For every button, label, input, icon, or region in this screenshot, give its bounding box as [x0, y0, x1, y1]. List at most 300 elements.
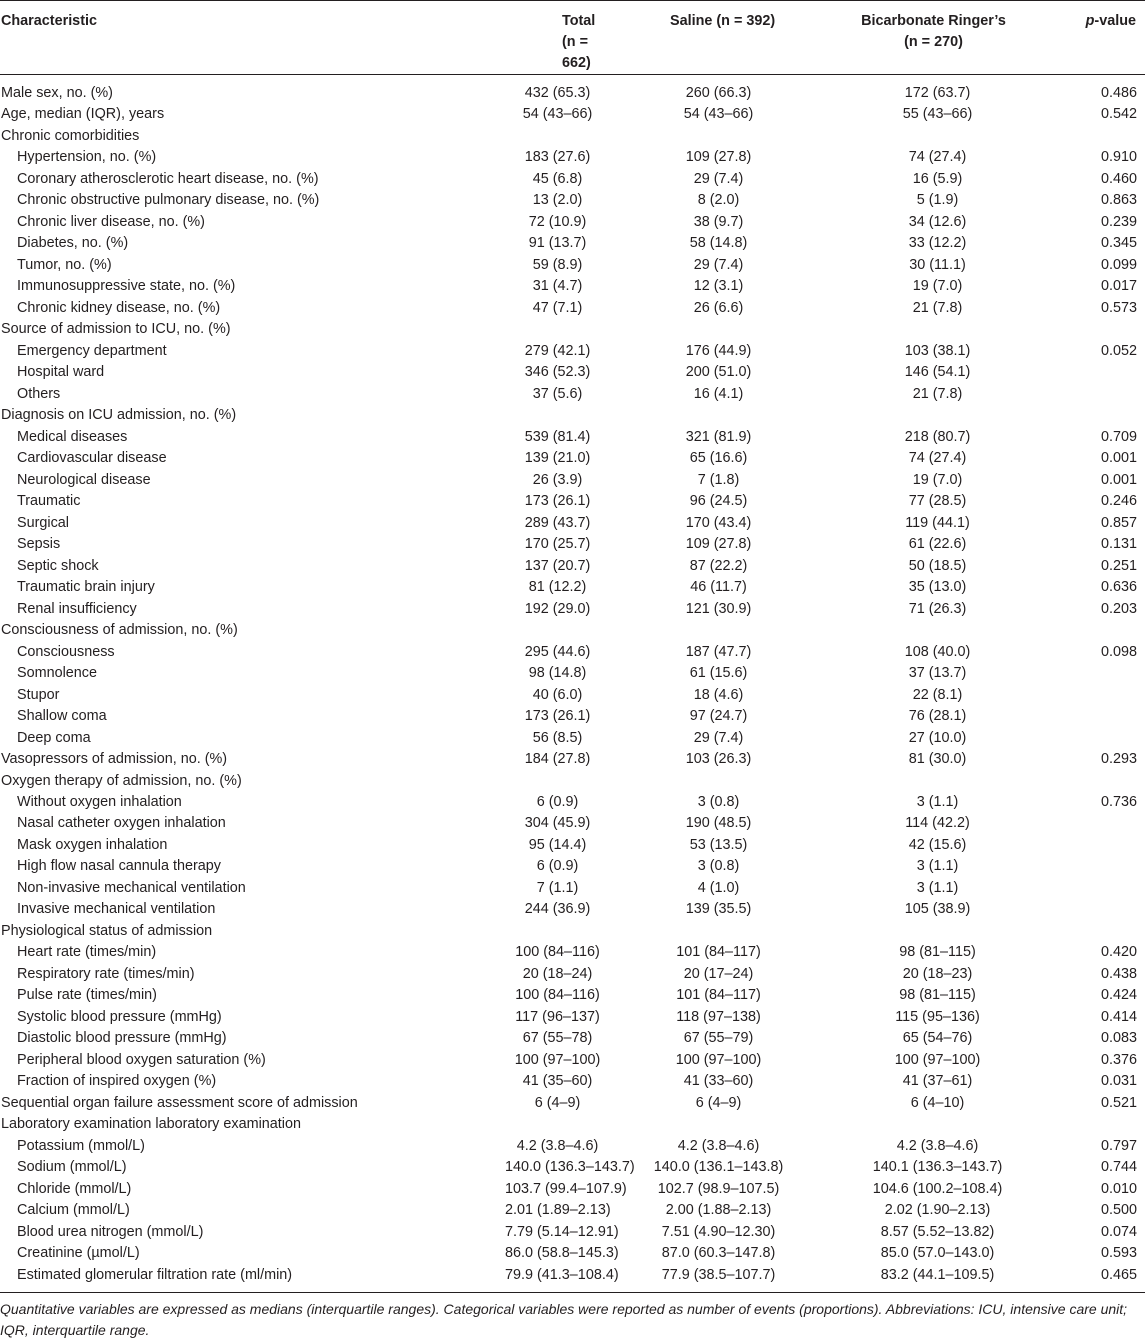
cell-saline: 140.0 (136.1–143.8): [653, 1159, 784, 1176]
header-bicarbonate: [805, 1, 1050, 75]
cell-pvalue: 0.420: [1100, 944, 1137, 961]
table-row: [0, 813, 1145, 834]
cell-saline: 61 (15.6): [689, 665, 748, 682]
row-label: Neurological disease: [17, 471, 151, 488]
row-label: Tumor, no. (%): [17, 256, 112, 273]
cell-total: 6 (0.9): [536, 793, 579, 810]
cell-saline: 190 (48.5): [685, 815, 752, 832]
row-label: Hospital ward: [17, 364, 105, 381]
cell-bicarbonate: 20 (18–23): [902, 965, 973, 982]
cell-bicarbonate: 21 (7.8): [912, 299, 963, 316]
table-row: [0, 1071, 1145, 1092]
cell-pvalue: 0.709: [1100, 428, 1137, 445]
cell-total: 7.79 (5.14–12.91): [505, 1223, 619, 1240]
table-row: [0, 1179, 1145, 1200]
cell-bicarbonate: 50 (18.5): [908, 557, 967, 574]
cell-total: 6 (0.9): [536, 858, 579, 875]
cell-saline: 260 (66.3): [685, 85, 752, 101]
row-label: Stupor: [17, 686, 60, 703]
table-row: [0, 685, 1145, 706]
cell-pvalue: 0.542: [1100, 106, 1137, 123]
cell-total: 170 (25.7): [524, 536, 591, 553]
header-bicarbonate-line2: (n = 270): [904, 34, 963, 50]
cell-saline: 187 (47.7): [685, 643, 752, 660]
table-row: [0, 534, 1145, 555]
cell-bicarbonate: 41 (37–61): [902, 1073, 973, 1090]
row-label: Medical diseases: [17, 428, 128, 445]
cell-total: 173 (26.1): [524, 493, 591, 510]
table-row: [0, 792, 1145, 813]
table-row: [0, 470, 1145, 491]
cell-total: 41 (35–60): [522, 1073, 593, 1090]
row-label: Source of admission to ICU, no. (%): [1, 321, 231, 338]
cell-bicarbonate: 61 (22.6): [908, 536, 967, 553]
cell-pvalue: 0.131: [1100, 536, 1137, 553]
table-row: [0, 212, 1145, 233]
cell-saline: 38 (9.7): [693, 213, 744, 230]
cell-bicarbonate: 6 (4–10): [910, 1094, 965, 1111]
row-label: Renal insufficiency: [17, 600, 137, 617]
cell-pvalue: 0.573: [1100, 299, 1137, 316]
cell-bicarbonate: 100 (97–100): [894, 1051, 981, 1068]
cell-saline: 100 (97–100): [675, 1051, 762, 1068]
row-label: Age, median (IQR), years: [1, 106, 165, 123]
row-label: Chloride (mmol/L): [17, 1180, 132, 1197]
cell-bicarbonate: 30 (11.1): [909, 256, 966, 273]
cell-total: [400, 771, 610, 792]
cell-total: 192 (29.0): [524, 600, 591, 617]
cell-total: 139 (21.0): [524, 450, 591, 467]
row-label: Systolic blood pressure (mmHg): [17, 1008, 222, 1025]
table-row: [0, 405, 1145, 426]
cell-pvalue: 0.521: [1100, 1094, 1137, 1111]
cell-pvalue: 0.414: [1100, 1008, 1137, 1025]
cell-total: [400, 620, 610, 641]
header-saline: Saline (n = 392): [670, 13, 776, 29]
table-row: [0, 190, 1145, 211]
cell-bicarbonate: 42 (15.6): [908, 836, 967, 853]
cell-pvalue: 0.098: [1100, 643, 1137, 660]
row-label: Sepsis: [17, 536, 61, 553]
cell-saline: 29 (7.4): [693, 256, 744, 273]
cell-bicarbonate: 98 (81–115): [899, 944, 976, 961]
row-label: Chronic comorbidities: [1, 127, 140, 144]
row-label: Consciousness of admission, no. (%): [1, 622, 238, 639]
cell-saline: [610, 126, 805, 147]
table-row: [0, 1157, 1145, 1178]
cell-saline: 46 (11.7): [690, 579, 747, 596]
table-row: [0, 749, 1145, 770]
table-row: [0, 728, 1145, 749]
cell-total: 98 (14.8): [528, 665, 587, 682]
cell-saline: 109 (27.8): [685, 149, 752, 166]
row-label: Shallow coma: [17, 708, 107, 725]
cell-saline: 102.7 (98.9–107.5): [657, 1180, 780, 1197]
cell-bicarbonate: 115 (95–136): [895, 1008, 980, 1025]
cell-bicarbonate: [805, 771, 1050, 792]
cell-saline: [610, 771, 805, 792]
cell-bicarbonate: 104.6 (100.2–108.4): [872, 1180, 1003, 1197]
header-pvalue: [1050, 1, 1145, 75]
cell-bicarbonate: 22 (8.1): [912, 686, 963, 703]
cell-pvalue: [1050, 921, 1145, 942]
row-label: Deep coma: [17, 729, 91, 746]
table-row: [0, 1114, 1145, 1135]
cell-bicarbonate: 76 (28.1): [908, 708, 967, 725]
cell-bicarbonate: 21 (7.8): [912, 385, 963, 402]
cell-pvalue: [1050, 835, 1145, 856]
row-label: Potassium (mmol/L): [17, 1137, 145, 1154]
cell-pvalue: [1050, 620, 1145, 641]
table-row: [0, 1007, 1145, 1028]
row-label: Somnolence: [17, 665, 97, 682]
cell-saline: 18 (4.6): [693, 686, 744, 703]
table-row: [0, 1265, 1145, 1292]
table-row: [0, 921, 1145, 942]
cell-pvalue: [1050, 728, 1145, 749]
row-label: Septic shock: [17, 557, 99, 574]
cell-bicarbonate: 172 (63.7): [904, 85, 971, 101]
table-footnote: Quantitative variables are expressed as medians (interquartile ranges). Categorical variables were reported as number of events (proportions). Abbreviations: ICU, intensive care unit; IQR, interquartile range.: [0, 1301, 1128, 1339]
cell-saline: 103 (26.3): [685, 751, 752, 768]
table-row: [0, 1136, 1145, 1157]
cell-pvalue: 0.251: [1100, 557, 1137, 574]
cell-total: 184 (27.8): [524, 751, 591, 768]
table-row: [0, 513, 1145, 534]
cell-pvalue: 0.593: [1100, 1245, 1137, 1262]
cell-pvalue: 0.797: [1100, 1137, 1137, 1154]
row-label: Heart rate (times/min): [17, 944, 157, 961]
table-row: [0, 642, 1145, 663]
header-bicarbonate-line1: Bicarbonate Ringer’s: [861, 13, 1006, 29]
row-label: Sequential organ failure assessment score of admission: [1, 1094, 358, 1111]
cell-bicarbonate: 114 (42.2): [905, 815, 970, 832]
cell-bicarbonate: 108 (40.0): [904, 643, 971, 660]
row-label: Male sex, no. (%): [1, 85, 113, 101]
cell-bicarbonate: [805, 921, 1050, 942]
cell-bicarbonate: 2.02 (1.90–2.13): [884, 1202, 991, 1219]
row-label: Nasal catheter oxygen inhalation: [17, 815, 226, 832]
table-row: [0, 255, 1145, 276]
cell-bicarbonate: 3 (1.1): [916, 793, 959, 810]
cell-pvalue: [1050, 126, 1145, 147]
cell-pvalue: 0.910: [1100, 149, 1137, 166]
cell-bicarbonate: 81 (30.0): [908, 751, 967, 768]
cell-bicarbonate: 5 (1.9): [916, 192, 959, 209]
cell-pvalue: 0.099: [1100, 256, 1137, 273]
cell-total: 279 (42.1): [524, 342, 591, 359]
row-label: Hypertension, no. (%): [17, 149, 157, 166]
table-header: [0, 1, 1145, 75]
cell-pvalue: 0.052: [1100, 342, 1137, 359]
cell-pvalue: 0.074: [1100, 1223, 1137, 1240]
cell-pvalue: [1050, 878, 1145, 899]
cell-bicarbonate: 74 (27.4): [908, 450, 967, 467]
cell-pvalue: 0.744: [1100, 1159, 1137, 1176]
cell-saline: 67 (55–79): [683, 1030, 754, 1047]
cell-saline: 4 (1.0): [697, 879, 740, 896]
table-row: [0, 1200, 1145, 1221]
cell-saline: 4.2 (3.8–4.6): [677, 1137, 760, 1154]
cell-saline: 7.51 (4.90–12.30): [661, 1223, 776, 1240]
table-row: [0, 427, 1145, 448]
cell-total: 56 (8.5): [532, 729, 583, 746]
cell-total: 13 (2.0): [532, 192, 583, 209]
cell-total: 100 (97–100): [514, 1051, 601, 1068]
cell-saline: [610, 405, 805, 426]
table-row: [0, 620, 1145, 641]
cell-pvalue: 0.424: [1100, 987, 1137, 1004]
cell-saline: 7 (1.8): [697, 471, 740, 488]
cell-pvalue: [1050, 706, 1145, 727]
cell-total: 67 (55–78): [522, 1030, 593, 1047]
cell-saline: 101 (84–117): [676, 944, 761, 961]
cell-saline: 3 (0.8): [697, 793, 740, 810]
cell-total: 7 (1.1): [536, 879, 579, 896]
table-row: [0, 771, 1145, 792]
table-row: [0, 577, 1145, 598]
table-row: [0, 663, 1145, 684]
cell-pvalue: 0.083: [1100, 1030, 1137, 1047]
cell-total: 539 (81.4): [524, 428, 591, 445]
cell-bicarbonate: 4.2 (3.8–4.6): [896, 1137, 979, 1154]
cell-total: 81 (12.2): [528, 579, 587, 596]
cell-total: 86.0 (58.8–145.3): [505, 1245, 619, 1262]
cell-bicarbonate: 19 (7.0): [912, 278, 963, 295]
table-row: [0, 1050, 1145, 1071]
cell-saline: 29 (7.4): [693, 170, 744, 187]
cell-total: 103.7 (99.4–107.9): [505, 1180, 627, 1197]
cell-total: 100 (84–116): [515, 987, 600, 1004]
row-label: Cardiovascular disease: [17, 450, 167, 467]
table-row: [0, 964, 1145, 985]
cell-saline: 87 (22.2): [689, 557, 748, 574]
cell-saline: 2.00 (1.88–2.13): [665, 1202, 772, 1219]
cell-bicarbonate: 146 (54.1): [904, 364, 971, 381]
table-row: [0, 835, 1145, 856]
row-label: Emergency department: [17, 342, 167, 359]
table-row: [0, 384, 1145, 405]
cell-pvalue: 0.857: [1100, 514, 1137, 531]
cell-saline: 97 (24.7): [689, 708, 748, 725]
table-row: [0, 448, 1145, 469]
cell-saline: 6 (4–9): [695, 1094, 742, 1111]
cell-bicarbonate: 35 (13.0): [908, 579, 967, 596]
cell-saline: 87.0 (60.3–147.8): [661, 1245, 776, 1262]
cell-total: 137 (20.7): [524, 557, 591, 574]
cell-saline: 12 (3.1): [693, 278, 744, 295]
cell-total: 6 (4–9): [534, 1094, 581, 1111]
cell-pvalue: [1050, 685, 1145, 706]
cell-saline: [610, 620, 805, 641]
row-label: Diabetes, no. (%): [17, 235, 129, 252]
row-label: Surgical: [17, 514, 69, 531]
cell-total: 59 (8.9): [532, 256, 583, 273]
cell-saline: 58 (14.8): [689, 235, 748, 252]
cell-total: 173 (26.1): [524, 708, 591, 725]
cell-bicarbonate: 3 (1.1): [916, 858, 959, 875]
table-row: [0, 362, 1145, 383]
cell-bicarbonate: 34 (12.6): [908, 213, 967, 230]
header-pvalue-italic: p: [1085, 13, 1095, 29]
cell-total: 47 (7.1): [532, 299, 583, 316]
row-label: Chronic kidney disease, no. (%): [17, 299, 221, 316]
cell-pvalue: 0.239: [1100, 213, 1137, 230]
cell-total: [400, 1114, 610, 1135]
row-label: Blood urea nitrogen (mmol/L): [17, 1223, 204, 1240]
cell-total: 26 (3.9): [532, 471, 583, 488]
cell-total: 4.2 (3.8–4.6): [516, 1137, 599, 1154]
table-row: [0, 599, 1145, 620]
cell-pvalue: 0.203: [1100, 600, 1137, 617]
cell-pvalue: [1050, 771, 1145, 792]
cell-pvalue: 0.376: [1100, 1051, 1137, 1068]
cell-bicarbonate: [805, 1114, 1050, 1135]
cell-pvalue: 0.863: [1100, 192, 1137, 209]
table-row: [0, 491, 1145, 512]
cell-pvalue: 0.500: [1100, 1202, 1137, 1219]
row-label: Vasopressors of admission, no. (%): [1, 751, 228, 768]
cell-saline: 321 (81.9): [685, 428, 752, 445]
cell-bicarbonate: 83.2 (44.1–109.5): [880, 1266, 995, 1283]
table-row: [0, 706, 1145, 727]
cell-pvalue: [1050, 899, 1145, 920]
cell-total: 79.9 (41.3–108.4): [505, 1266, 619, 1283]
cell-total: 45 (6.8): [532, 170, 583, 187]
cell-bicarbonate: 3 (1.1): [916, 879, 959, 896]
cell-bicarbonate: 119 (44.1): [905, 514, 970, 531]
row-label: Physiological status of admission: [1, 922, 213, 939]
cell-saline: [610, 921, 805, 942]
row-label: Without oxygen inhalation: [17, 793, 182, 810]
cell-bicarbonate: 77 (28.5): [908, 493, 967, 510]
table-row: [0, 1093, 1145, 1114]
row-label: Consciousness: [17, 643, 115, 660]
cell-total: 37 (5.6): [532, 385, 583, 402]
cell-bicarbonate: 218 (80.7): [904, 428, 971, 445]
cell-total: 95 (14.4): [528, 836, 587, 853]
row-label: Invasive mechanical ventilation: [17, 901, 216, 918]
row-label: Peripheral blood oxygen saturation (%): [17, 1051, 266, 1068]
cell-bicarbonate: 16 (5.9): [912, 170, 963, 187]
row-label: Pulse rate (times/min): [17, 987, 157, 1004]
header-row: [0, 1, 1145, 75]
row-label: Traumatic brain injury: [17, 579, 155, 596]
row-label: Oxygen therapy of admission, no. (%): [1, 772, 242, 789]
cell-bicarbonate: 71 (26.3): [908, 600, 967, 617]
cell-total: 432 (65.3): [524, 85, 591, 101]
row-label: Creatinine (µmol/L): [17, 1245, 140, 1262]
cell-total: 295 (44.6): [524, 643, 591, 660]
cell-pvalue: 0.736: [1100, 793, 1137, 810]
cell-total: 54 (43–66): [522, 106, 593, 123]
cell-bicarbonate: 37 (13.7): [908, 665, 967, 682]
cell-saline: 176 (44.9): [685, 342, 752, 359]
cell-bicarbonate: [805, 620, 1050, 641]
cell-pvalue: 0.246: [1100, 493, 1137, 510]
cell-saline: 200 (51.0): [685, 364, 752, 381]
cell-saline: 20 (17–24): [683, 965, 754, 982]
cell-pvalue: 0.486: [1100, 85, 1137, 101]
row-label: Mask oxygen inhalation: [17, 836, 168, 853]
cell-saline: 29 (7.4): [693, 729, 744, 746]
row-label: Diagnosis on ICU admission, no. (%): [1, 407, 237, 424]
table-row: [0, 104, 1145, 125]
row-label: Laboratory examination laboratory examination: [1, 1116, 301, 1133]
table-row: [0, 169, 1145, 190]
cell-total: 20 (18–24): [522, 965, 593, 982]
table-row: [0, 942, 1145, 963]
header-characteristic: Characteristic: [1, 13, 97, 29]
cell-total: 40 (6.0): [532, 686, 583, 703]
cell-pvalue: 0.010: [1100, 1180, 1137, 1197]
table-row: [0, 1222, 1145, 1243]
cell-bicarbonate: [805, 319, 1050, 340]
cell-bicarbonate: 140.1 (136.3–143.7): [872, 1159, 1003, 1176]
cell-pvalue: 0.465: [1100, 1266, 1137, 1283]
cell-saline: 109 (27.8): [685, 536, 752, 553]
cell-saline: 77.9 (38.5–107.7): [661, 1266, 776, 1283]
cell-total: 183 (27.6): [524, 149, 591, 166]
cell-saline: 26 (6.6): [693, 299, 744, 316]
cell-bicarbonate: [805, 405, 1050, 426]
cell-saline: 139 (35.5): [685, 901, 752, 918]
table-row: [0, 878, 1145, 899]
cell-total: [400, 319, 610, 340]
header-total: Total (n = 662): [562, 13, 596, 71]
table-row: [0, 899, 1145, 920]
row-label: Chronic liver disease, no. (%): [17, 213, 205, 230]
row-label: Immunosuppressive state, no. (%): [17, 278, 236, 295]
row-label: Respiratory rate (times/min): [17, 965, 195, 982]
cell-bicarbonate: 103 (38.1): [904, 342, 971, 359]
cell-saline: [610, 1114, 805, 1135]
cell-pvalue: 0.293: [1100, 751, 1137, 768]
cell-pvalue: 0.345: [1100, 235, 1137, 252]
cell-bicarbonate: 55 (43–66): [902, 106, 973, 123]
table-row: [0, 341, 1145, 362]
cell-saline: 118 (97–138): [676, 1008, 761, 1025]
cell-saline: 53 (13.5): [689, 836, 748, 853]
cell-pvalue: 0.017: [1100, 278, 1137, 295]
cell-pvalue: 0.438: [1100, 965, 1137, 982]
row-label: Diastolic blood pressure (mmHg): [17, 1030, 227, 1047]
cell-saline: 41 (33–60): [683, 1073, 754, 1090]
cell-bicarbonate: 27 (10.0): [908, 729, 967, 746]
cell-bicarbonate: 19 (7.0): [912, 471, 963, 488]
table-row: [0, 985, 1145, 1006]
row-label: High flow nasal cannula therapy: [17, 858, 221, 875]
cell-pvalue: [1050, 856, 1145, 877]
table-row: [0, 1243, 1145, 1264]
table-row: [0, 1028, 1145, 1049]
table-row: [0, 147, 1145, 168]
cell-total: 91 (13.7): [528, 235, 587, 252]
cell-total: 100 (84–116): [515, 944, 600, 961]
cell-pvalue: [1050, 813, 1145, 834]
row-label: Traumatic: [17, 493, 81, 510]
cell-bicarbonate: [805, 126, 1050, 147]
cell-total: 31 (4.7): [532, 278, 583, 295]
cell-pvalue: [1050, 362, 1145, 383]
cell-total: [400, 405, 610, 426]
cell-pvalue: 0.031: [1100, 1073, 1137, 1090]
cell-pvalue: [1050, 319, 1145, 340]
cell-pvalue: [1050, 384, 1145, 405]
cell-saline: 101 (84–117): [676, 987, 761, 1004]
cell-pvalue: 0.001: [1100, 471, 1137, 488]
cell-total: 72 (10.9): [528, 213, 587, 230]
